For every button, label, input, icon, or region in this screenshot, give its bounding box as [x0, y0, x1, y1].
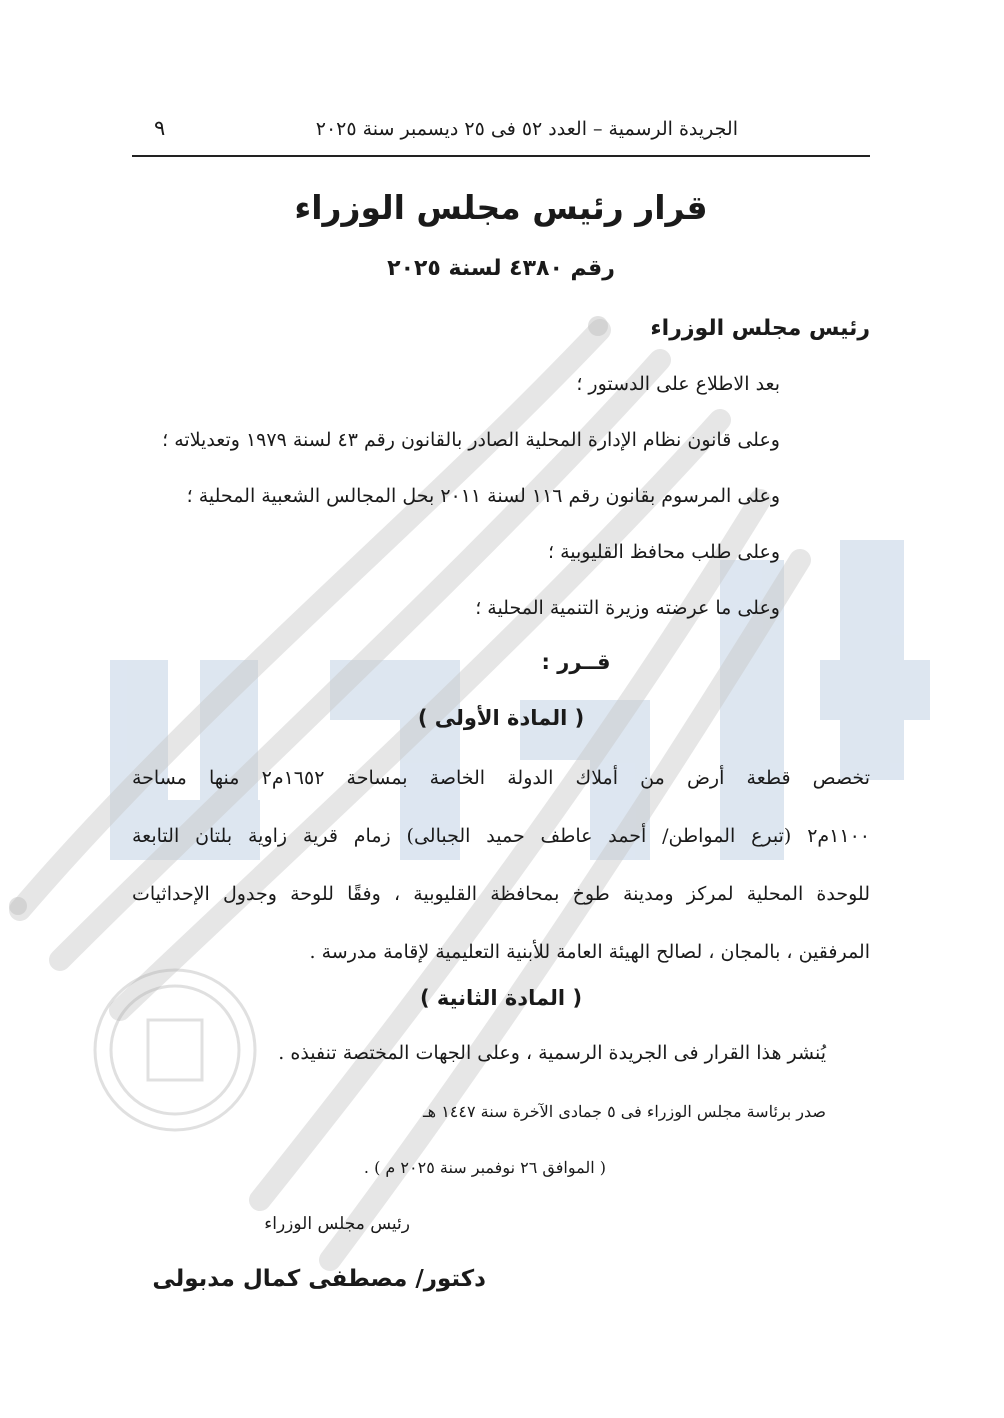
- preamble-line: وعلى المرسوم بقانون رقم ١١٦ لسنة ٢٠١١ بحل المجالس الشعبية المحلية ؛: [186, 485, 780, 507]
- article-1-line: المرفقين ، بالمجان ، لصالح الهيئة العامة للأبنية التعليمية لإقامة مدرسة .: [309, 941, 870, 963]
- preamble-line: وعلى طلب محافظ القليوبية ؛: [548, 541, 780, 563]
- article-1-heading: ( المادة الأولى ): [417, 706, 585, 730]
- issuance-date-gregorian: ( الموافق ٢٦ نوفمبر سنة ٢٠٢٥ م ) .: [363, 1158, 606, 1177]
- preamble-line: بعد الاطلاع على الدستور ؛: [576, 373, 780, 395]
- article-1-body: [132, 760, 870, 992]
- decree-title: قرار رئيس مجلس الوزراء: [294, 188, 708, 227]
- gazette-header: [132, 112, 870, 152]
- article-1-line: ١١٠٠م٢ (تبرع المواطن/ أحمد عاطف حميد الجبالى) زمام قرية زاوية بلتان التابعة: [132, 825, 870, 847]
- issuance-date-hijri: صدر برئاسة مجلس الوزراء فى ٥ جمادى الآخرة سنة ١٤٤٧ هـ: [422, 1102, 826, 1121]
- page-number: ٩: [154, 116, 166, 140]
- article-2-heading: ( المادة الثانية ): [419, 986, 583, 1010]
- article-1-line: للوحدة المحلية لمركز ومدينة طوخ بمحافظة القليوبية ، وفقًا للوحة وجدول الإحداثيات: [132, 883, 870, 905]
- decided-heading: قــرر :: [541, 650, 611, 674]
- decree-preamble: [104, 366, 824, 646]
- article-1-line: تخصص قطعة أرض من أملاك الدولة الخاصة بمساحة ١٦٥٢م٢ منها مساحة: [132, 767, 870, 789]
- header-divider: [132, 155, 870, 157]
- signatory-name: دكتور/ مصطفى كمال مدبولى: [152, 1266, 486, 1292]
- preamble-line: وعلى قانون نظام الإدارة المحلية الصادر بالقانون رقم ٤٣ لسنة ١٩٧٩ وتعديلاته ؛: [162, 429, 780, 451]
- decree-issuer: رئيس مجلس الوزراء: [650, 316, 870, 341]
- preamble-line: وعلى ما عرضته وزيرة التنمية المحلية ؛: [475, 597, 780, 619]
- article-2-body: يُنشر هذا القرار فى الجريدة الرسمية ، وعلى الجهات المختصة تنفيذه .: [278, 1042, 826, 1064]
- decree-number: رقم ٤٣٨٠ لسنة ٢٠٢٥: [387, 256, 615, 281]
- signature-title: رئيس مجلس الوزراء: [264, 1214, 410, 1234]
- gazette-issue-title: الجريدة الرسمية – العدد ٥٢ فى ٢٥ ديسمبر سنة ٢٠٢٥: [315, 118, 738, 140]
